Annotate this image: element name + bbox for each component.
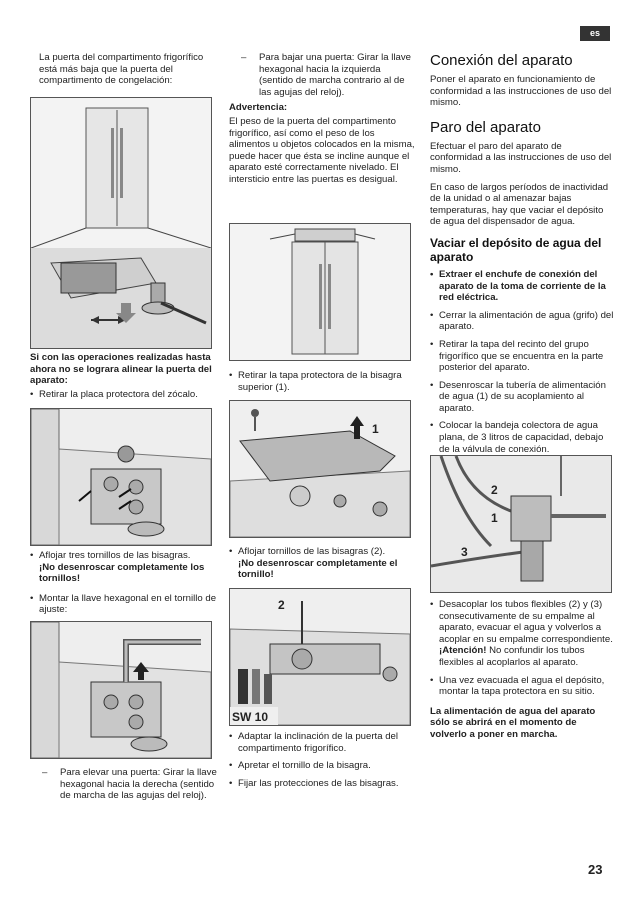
lower-door-text: Para bajar una puerta: Girar la llave hexagonal hacia la izquierda (sentido de marcha contrario al de las agujas del reloj). xyxy=(259,52,411,98)
bullet-close-water: • Cerrar la alimentación de agua (grifo) del aparato. xyxy=(430,310,615,333)
page-number: 23 xyxy=(588,862,603,877)
final-note: La alimentación de agua del aparato sólo se abrirá en el momento de volverlo a poner en marcha. xyxy=(430,705,596,740)
water-valve-figure xyxy=(430,455,612,593)
text-connection: Poner el aparato en funcionamiento de conformidad a las instrucciones de uso del mismo. xyxy=(430,74,612,109)
column-middle-4 xyxy=(229,731,415,789)
bullet-adapt: • Adaptar la inclinación de la puerta del compartimento frigorífico. xyxy=(229,731,415,754)
attention-label: ¡Atención! xyxy=(439,645,487,657)
raise-door-step xyxy=(30,767,218,802)
bullet-decouple-text: Desacoplar los tubos flexibles (2) y (3) consecutivamente de su empalme al aparato, evacuar el agua y volverlos a acoplar en su empalme correspondiente. xyxy=(439,599,613,645)
column-middle-2 xyxy=(229,370,415,393)
fig-label-sw10: SW 10 xyxy=(232,710,269,724)
fig-label-1: 1 xyxy=(491,511,498,525)
bullet-loosen-hinge xyxy=(229,546,415,581)
align-heading: Si con las operaciones realizadas hasta ahora no se lograra alinear la puerta del aparato: xyxy=(30,352,212,387)
dash-marker: – xyxy=(42,767,48,778)
dash-marker: – xyxy=(241,52,247,63)
bullet-plinth: • Retirar la placa protectora del zócalo. xyxy=(30,389,218,401)
fig-label-1: 1 xyxy=(372,422,379,436)
bullet-mount-cover: • Una vez evacuada el agua el depósito, montar la tapa protectora en su sitio. xyxy=(430,675,615,698)
heading-empty-tank: Vaciar el depósito de agua del aparato xyxy=(430,235,602,264)
bullet-tray: • Colocar la bandeja colectora de agua plana, de 3 litros de capacidad, debajo de la válvula de conexión. xyxy=(430,420,615,455)
column-left xyxy=(30,52,218,87)
text-stop: Efectuar el paro del aparato de conformidad a las instrucciones de uso del mismo. xyxy=(430,140,612,175)
heading-connection: Conexión del aparato xyxy=(430,52,573,69)
bullet-loosen-warning: ¡No desenroscar completamente los tornillos! xyxy=(39,561,205,585)
attention-text: No confundir los tubos flexibles al acoplarlos al aparato. xyxy=(439,645,585,668)
bullet-loosen-hinge-text: Aflojar tornillos de las bisagras (2). xyxy=(238,546,386,557)
bullet-tighten: • Apretar el tornillo de la bisagra. xyxy=(229,760,415,772)
bullet-loosen-hinge-warning: ¡No desenroscar completamente el tornillo! xyxy=(238,557,398,581)
column-left-lower2 xyxy=(30,550,218,616)
fridge-bottom-figure xyxy=(30,97,212,349)
bullet-fix: • Fijar las protecciones de las bisagras. xyxy=(229,778,415,790)
column-left-lower xyxy=(30,352,218,400)
column-right-lower xyxy=(430,599,615,741)
fridge-top-figure xyxy=(229,223,411,361)
lower-door-step xyxy=(229,52,415,98)
bullet-loosen xyxy=(30,550,218,585)
bullet-unplug: • Extraer el enchufe de conexión del aparato de la toma de corriente de la red eléctrica. xyxy=(430,269,615,304)
hex-key-figure xyxy=(30,621,212,759)
text-stop-2: En caso de largos períodos de inactividad de la unidad o al amenazar bajas temperaturas, hay que vaciar el depósito de agua del dispensador de agua. xyxy=(430,181,609,228)
bullet-disconnect: • Desenroscar la tubería de alimentación de agua (1) de su acoplamiento al aparato. xyxy=(430,380,615,415)
intro-text: La puerta del compartimento frigorífico está más baja que la puerta del compartimento de congelación: xyxy=(39,52,204,87)
bullet-remove-cover: • Retirar la tapa del recinto del grupo frigorífico que se encuentra en la parte posterior del aparato. xyxy=(430,339,615,374)
language-badge: es xyxy=(580,26,610,41)
bullet-loosen-text: Aflojar tres tornillos de las bisagras. xyxy=(39,550,191,561)
warning-title: Advertencia: xyxy=(229,102,288,114)
column-left-bottom xyxy=(30,767,218,802)
hinge-bottom-figure xyxy=(30,408,212,546)
bullet-decouple xyxy=(430,599,615,669)
fig-label-3: 3 xyxy=(461,545,468,559)
top-hinge-figure xyxy=(229,400,411,538)
bullet-hex-key: • Montar la llave hexagonal en el tornillo de ajuste: xyxy=(30,593,218,616)
bullet-cover: • Retirar la tapa protectora de la bisagra superior (1). xyxy=(229,370,415,393)
column-middle-3 xyxy=(229,546,415,581)
warning-text: El peso de la puerta del compartimento frigorífico, así como el peso de los alimentos u objetos colocados en la misma, puede hacer que ésta se incline aunque el aparato esté correctamente nivelado. El intersticio entre las puertas es desigual. xyxy=(229,115,415,185)
column-right xyxy=(430,52,615,455)
screwdriver-figure xyxy=(229,588,411,726)
fig-label-2: 2 xyxy=(491,483,498,497)
column-middle xyxy=(229,52,415,186)
fig-label-2: 2 xyxy=(278,598,285,612)
raise-door-text: Para elevar una puerta: Girar la llave hexagonal hacia la derecha (sentido de marcha de las agujas del reloj). xyxy=(60,767,217,802)
heading-stop: Paro del aparato xyxy=(430,118,541,136)
